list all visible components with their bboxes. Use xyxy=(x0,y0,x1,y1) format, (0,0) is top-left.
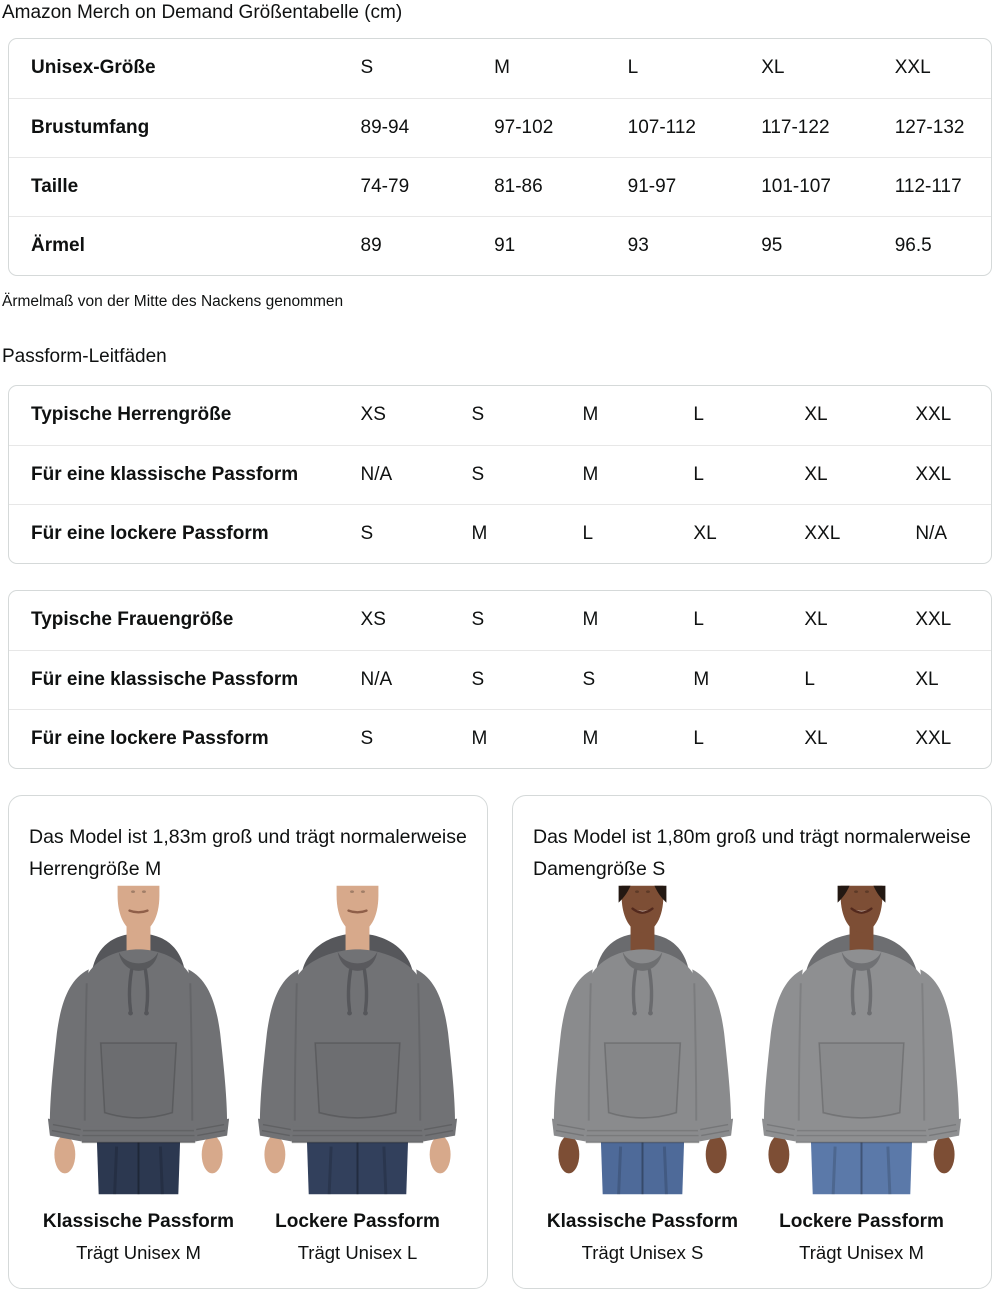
table-cell: 101-107 xyxy=(761,157,895,216)
table-cell: 93 xyxy=(628,216,762,275)
table-row xyxy=(9,504,991,563)
table-cell: 96.5 xyxy=(895,216,991,275)
table-row xyxy=(9,157,991,216)
fit-label: Klassische Passform xyxy=(546,1211,739,1232)
table-cell: M xyxy=(582,709,693,768)
table-cell: 112-117 xyxy=(895,157,991,216)
table-cell: N/A xyxy=(361,650,472,709)
table-cell: M xyxy=(494,57,510,79)
table-cell: 89 xyxy=(361,216,495,275)
table-cell: XL xyxy=(804,445,915,504)
table-cell: XS xyxy=(360,609,386,631)
model-cards xyxy=(8,795,992,1289)
table-row xyxy=(9,445,991,504)
row-label: Typische Herrengröße xyxy=(31,404,232,426)
page-title: Amazon Merch on Demand Größentabelle (cm) xyxy=(2,2,403,23)
table-cell: L xyxy=(693,609,704,631)
fit-table xyxy=(9,386,991,563)
table-row xyxy=(9,216,991,275)
model-description: Das Model ist 1,80m groß und trägt normalerweise Damengröße S xyxy=(533,826,971,880)
size-label: Trägt Unisex L xyxy=(297,1242,418,1263)
table-cell: XL xyxy=(804,709,915,768)
table-cell: L xyxy=(693,709,804,768)
table-cell: L xyxy=(804,650,915,709)
table-cell: M xyxy=(582,404,599,426)
table-cell: 95 xyxy=(761,216,895,275)
table-cell: M xyxy=(582,609,599,631)
table-cell: M xyxy=(582,445,693,504)
table-cell: XXL xyxy=(915,445,991,504)
table-cell: XL xyxy=(915,650,991,709)
womens-model-card xyxy=(512,795,992,1289)
table-cell: N/A xyxy=(361,445,472,504)
table-cell: XXL xyxy=(915,709,991,768)
size-label: Trägt Unisex M xyxy=(799,1242,924,1263)
table-cell: S xyxy=(582,650,693,709)
table-cell: XXL xyxy=(915,609,952,631)
table-cell: S xyxy=(471,404,485,426)
size-label: Trägt Unisex M xyxy=(76,1242,201,1263)
table-cell: XL xyxy=(761,57,785,79)
sleeve-measurement-note: Ärmelmaß von der Mitte des Nackens genommen xyxy=(2,293,344,310)
table-cell: XL xyxy=(804,609,828,631)
loose-fit-figure xyxy=(752,885,971,1264)
fit-table xyxy=(9,591,991,768)
size-chart-page xyxy=(0,2,1000,1289)
model-photo-loose-fit xyxy=(248,885,467,1195)
row-label: Für eine lockere Passform xyxy=(9,504,361,563)
model-photo-classic-fit xyxy=(533,885,752,1195)
table-cell: L xyxy=(627,57,639,79)
row-label: Für eine klassische Passform xyxy=(9,650,361,709)
table-cell: S xyxy=(472,445,583,504)
table-cell: XL xyxy=(693,504,804,563)
table-cell: 91-97 xyxy=(628,157,762,216)
row-label: Ärmel xyxy=(9,216,361,275)
fit-label: Lockere Passform xyxy=(779,1211,944,1232)
table-cell: XL xyxy=(804,404,828,426)
model-figures xyxy=(29,885,467,1264)
row-label: Unisex-Größe xyxy=(31,57,156,79)
mens-fit-table xyxy=(8,385,992,564)
table-cell: 117-122 xyxy=(761,98,895,157)
table-cell: M xyxy=(693,650,804,709)
loose-fit-figure xyxy=(248,885,467,1264)
fit-label: Lockere Passform xyxy=(275,1211,440,1232)
table-row xyxy=(9,386,991,445)
row-label: Für eine klassische Passform xyxy=(9,445,361,504)
table-cell: S xyxy=(360,57,374,79)
mens-model-card xyxy=(8,795,488,1289)
row-label: Taille xyxy=(9,157,361,216)
table-cell: XXL xyxy=(915,404,952,426)
model-photo-loose-fit xyxy=(752,885,971,1195)
model-photo-classic-fit xyxy=(29,885,248,1195)
table-cell: M xyxy=(472,709,583,768)
table-cell: L xyxy=(693,445,804,504)
table-cell: L xyxy=(693,404,704,426)
table-cell: L xyxy=(582,504,693,563)
row-label: Typische Frauengröße xyxy=(31,609,234,631)
table-cell: S xyxy=(361,709,472,768)
size-label: Trägt Unisex S xyxy=(581,1242,704,1263)
table-row xyxy=(9,650,991,709)
fit-guides-heading: Passform-Leitfäden xyxy=(2,346,167,367)
table-row xyxy=(9,39,991,98)
model-figures xyxy=(533,885,971,1264)
womens-fit-table xyxy=(8,590,992,769)
table-cell: 74-79 xyxy=(361,157,495,216)
size-table xyxy=(9,39,991,275)
table-cell: 107-112 xyxy=(628,98,762,157)
table-cell: XS xyxy=(360,404,386,426)
table-cell: N/A xyxy=(915,504,991,563)
table-cell: 97-102 xyxy=(494,98,628,157)
classic-fit-figure xyxy=(533,885,752,1264)
unisex-size-table xyxy=(8,38,992,276)
table-cell: 89-94 xyxy=(361,98,495,157)
row-label: Für eine lockere Passform xyxy=(9,709,361,768)
row-label: Brustumfang xyxy=(9,98,361,157)
table-cell: S xyxy=(471,609,485,631)
table-cell: S xyxy=(361,504,472,563)
table-cell: M xyxy=(472,504,583,563)
table-cell: 91 xyxy=(494,216,628,275)
table-row xyxy=(9,98,991,157)
table-cell: XXL xyxy=(804,504,915,563)
table-cell: 127-132 xyxy=(895,98,991,157)
table-cell: XXL xyxy=(894,57,931,79)
classic-fit-figure xyxy=(29,885,248,1264)
table-row xyxy=(9,709,991,768)
table-row xyxy=(9,591,991,650)
table-cell: 81-86 xyxy=(494,157,628,216)
fit-label: Klassische Passform xyxy=(42,1211,235,1232)
table-cell: S xyxy=(472,650,583,709)
model-description: Das Model ist 1,83m groß und trägt normalerweise Herrengröße M xyxy=(29,826,467,880)
